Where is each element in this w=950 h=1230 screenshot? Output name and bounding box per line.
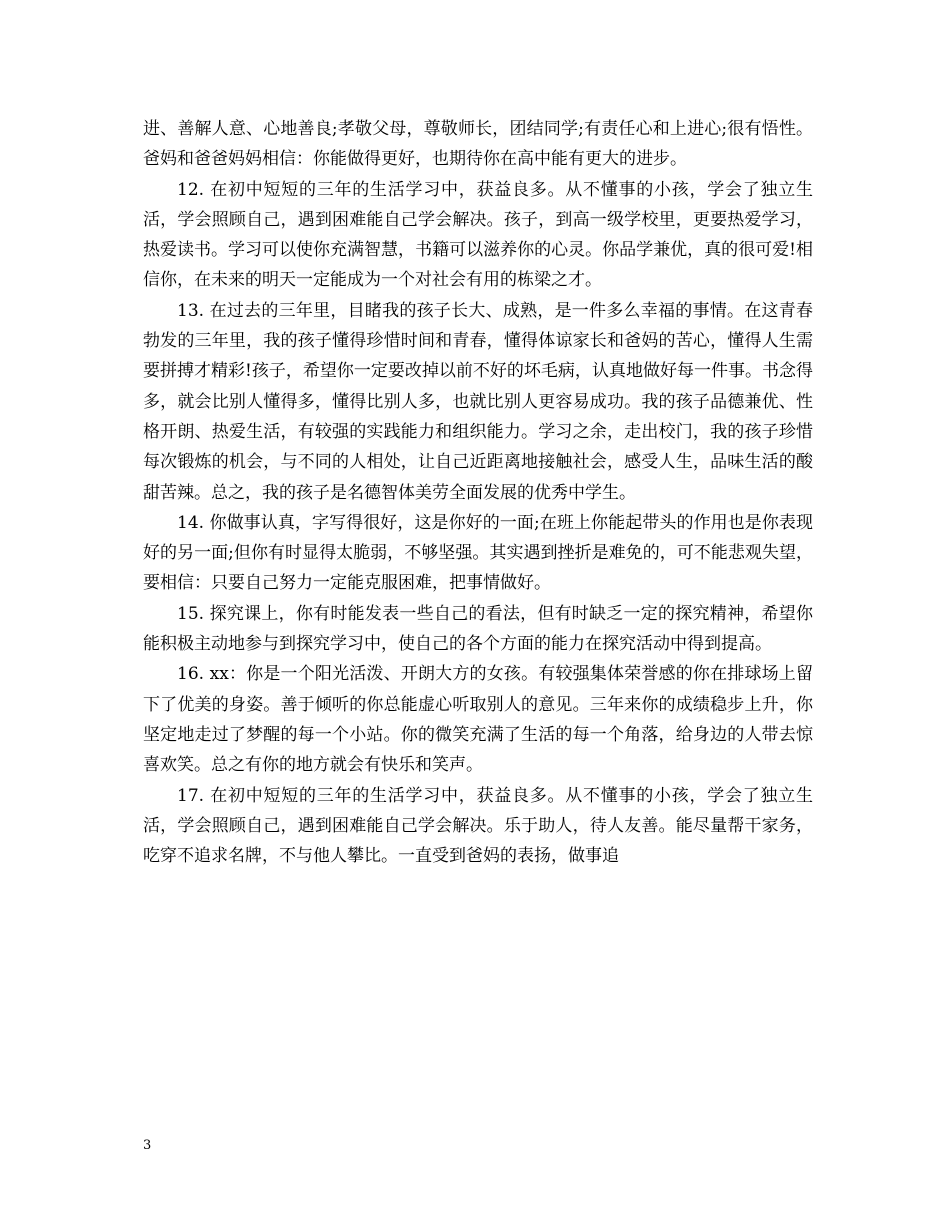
paragraph-17: 17. 在初中短短的三年的生活学习中，获益良多。从不懂事的小孩，学会了独立生活，学会照顾自己，遇到困难能自己学会解决。乐于助人，待人友善。能尽量帮干家务，吃穿不追求名牌，不与他人攀比。一直受到爸妈的表扬，做事追 (143, 785, 813, 867)
paragraph-15: 15. 探究课上，你有时能发表一些自己的看法，但有时缺乏一定的探究精神，希望你能积极主动地参与到探究学习中，使自己的各个方面的能力在探究活动中得到提高。 (143, 603, 813, 655)
page-number: 3 (143, 1138, 152, 1153)
paragraph-16: 16. xx：你是一个阳光活泼、开朗大方的女孩。有较强集体荣誉感的你在排球场上留下了优美的身姿。善于倾听的你总能虚心听取别人的意见。三年来你的成绩稳步上升，你坚定地走过了梦醒的每一个小站。你的微笑充满了生活的每一个角落，给身边的人带去惊喜欢笑。总之有你的地方就会有快乐和笑声。 (143, 664, 813, 776)
paragraph-14: 14. 你做事认真，字写得很好，这是你好的一面;在班上你能起带头的作用也是你表现好的另一面;但你有时显得太脆弱，不够坚强。其实遇到挫折是难免的，可不能悲观失望，要相信：只要自己努力一定能克服困难，把事情做好。 (143, 512, 813, 594)
paragraph-12: 12. 在初中短短的三年的生活学习中，获益良多。从不懂事的小孩，学会了独立生活，学会照顾自己，遇到困难能自己学会解决。孩子，到高一级学校里，更要热爱学习，热爱读书。学习可以使你充满智慧，书籍可以滋养你的心灵。你品学兼优，真的很可爱!相信你，在未来的明天一定能成为一个对社会有用的栋梁之才。 (143, 179, 813, 291)
paragraph-continued: 进、善解人意、心地善良;孝敬父母，尊敬师长，团结同学;有责任心和上进心;很有悟性。爸妈和爸爸妈妈相信：你能做得更好，也期待你在高中能有更大的进步。 (143, 119, 813, 170)
paragraph-13: 13. 在过去的三年里，目睹我的孩子长大、成熟，是一件多么幸福的事情。在这青春勃发的三年里，我的孩子懂得珍惜时间和青春，懂得体谅家长和爸妈的苦心，懂得人生需要拼搏才精彩!孩子，希望你一定要改掉以前不好的坏毛病，认真地做好每一件事。书念得多，就会比别人懂得多，懂得比别人多，也就比别人更容易成功。我的孩子品德兼优、性格开朗、热爱生活，有较强的实践能力和组织能力。学习之余，走出校门，我的孩子珍惜每次锻炼的机会，与不同的人相处，让自己近距离地接触社会，感受人生，品味生活的酸甜苦辣。总之，我的孩子是名德智体美劳全面发展的优秀中学生。 (143, 300, 813, 503)
document-body (143, 114, 813, 871)
